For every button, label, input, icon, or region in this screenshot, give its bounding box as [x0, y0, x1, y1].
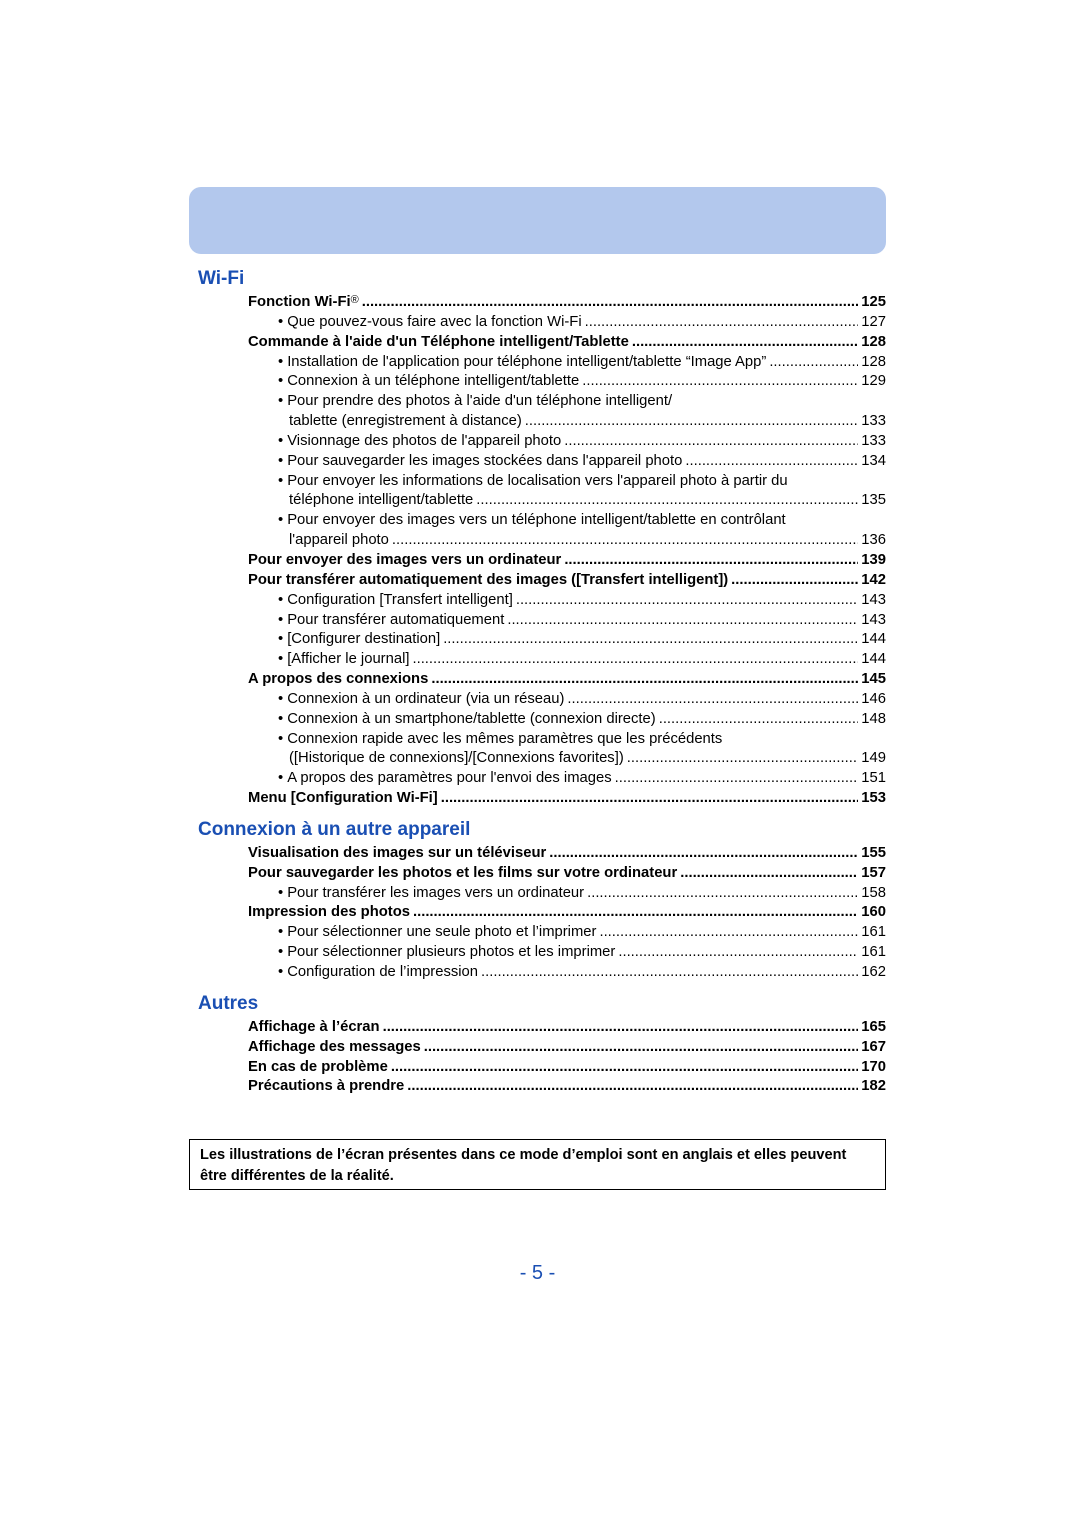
note-box: Les illustrations de l’écran présentes dans ce mode d’emploi sont en anglais et elles peuvent être différentes de la réalité. — [189, 1139, 886, 1190]
toc-page-number: 155 — [861, 844, 886, 861]
toc-entry[interactable] — [278, 769, 886, 789]
toc-entry-text: Connexion à un téléphone intelligent/tablette — [287, 373, 580, 390]
toc-entry[interactable] — [248, 1038, 886, 1058]
bullet-icon: • — [278, 472, 284, 489]
toc-entry[interactable] — [278, 730, 886, 750]
toc-entry[interactable] — [278, 472, 886, 492]
toc-entry-text: Menu [Configuration Wi-Fi] — [248, 790, 438, 807]
toc-entry-text: Affichage à l’écran — [248, 1018, 380, 1035]
toc-section — [198, 990, 886, 1097]
bullet-icon: • — [278, 690, 284, 707]
toc-page-number: 133 — [861, 432, 886, 449]
toc-page-number: 125 — [861, 294, 886, 310]
toc-entry-title — [248, 1058, 388, 1078]
toc-page-number: 128 — [861, 333, 886, 350]
section-title: Autres — [198, 992, 259, 1014]
dot-leader — [599, 923, 858, 943]
toc-page-number: 162 — [861, 964, 886, 980]
toc-entry[interactable] — [278, 591, 886, 611]
toc-entry-text: ([Historique de connexions]/[Connexions favorites]) — [289, 750, 624, 767]
dot-leader — [627, 749, 859, 769]
toc-entry[interactable] — [248, 1077, 886, 1097]
toc-page-number: 148 — [861, 710, 886, 727]
toc-page-number: 149 — [861, 750, 886, 767]
toc-entry-title — [289, 491, 473, 511]
toc-entry[interactable] — [278, 884, 886, 904]
page-number: - 5 - — [519, 1262, 556, 1284]
toc-page-number: 161 — [861, 924, 886, 941]
toc-entry-text: Connexion rapide avec les mêmes paramètres que les précédents — [287, 730, 723, 747]
toc-entry-text: [Configurer destination] — [287, 631, 441, 648]
bullet-icon: • — [278, 611, 284, 628]
toc-entry-text: En cas de problème — [248, 1058, 388, 1075]
toc-entry-title — [289, 749, 624, 769]
toc-entry-title — [278, 630, 440, 650]
toc-entry-title — [248, 903, 410, 923]
bullet-icon: • — [278, 651, 284, 668]
bullet-icon: • — [278, 730, 284, 747]
toc-page-number: 128 — [861, 353, 886, 370]
dot-leader — [564, 551, 858, 571]
toc-page-number: 158 — [861, 884, 886, 901]
bullet-icon: • — [278, 631, 284, 648]
toc-entry[interactable] — [278, 611, 886, 631]
toc-entry-title — [289, 531, 389, 551]
toc-page-number: 133 — [861, 413, 886, 430]
toc-page-number: 170 — [861, 1058, 886, 1075]
toc-entry-title — [278, 690, 564, 710]
toc-entry-text: téléphone intelligent/tablette — [289, 492, 474, 509]
toc-entry-text: Connexion à un smartphone/tablette (connexion directe) — [287, 710, 656, 727]
toc-entry-title — [278, 884, 584, 904]
toc-entry-text: l'appareil photo — [289, 532, 389, 549]
toc-entries — [198, 293, 886, 809]
toc-page-number: 151 — [861, 770, 886, 787]
bullet-icon: • — [278, 353, 284, 370]
dot-leader — [618, 943, 858, 963]
dot-leader — [567, 690, 858, 710]
toc-entry[interactable] — [248, 903, 886, 923]
dot-leader — [516, 591, 858, 611]
toc-entry-title — [248, 864, 677, 884]
toc-entry-text: Pour envoyer les informations de localisation vers l'appareil photo à partir du — [287, 472, 788, 489]
bullet-icon: • — [278, 770, 284, 787]
toc-page-number: 134 — [861, 452, 886, 469]
toc-entry-text: Pour prendre des photos à l'aide d'un téléphone intelligent/ — [287, 393, 673, 410]
toc-entry-text: Que pouvez-vous faire avec la fonction Wi-Fi — [287, 313, 582, 330]
toc-page-number: 182 — [861, 1078, 886, 1095]
toc-page-number: 153 — [861, 790, 886, 807]
toc-entry[interactable] — [248, 789, 886, 809]
toc-entry-title — [248, 551, 561, 571]
bullet-icon: • — [278, 393, 284, 410]
toc-entry[interactable] — [289, 412, 886, 432]
bullet-icon: • — [278, 924, 284, 941]
toc-entry[interactable] — [248, 293, 886, 313]
toc-entry-title — [278, 650, 409, 670]
toc-entry[interactable] — [278, 432, 886, 452]
bullet-icon: • — [278, 432, 284, 449]
toc-entry[interactable] — [278, 943, 886, 963]
toc-entry-title — [248, 333, 629, 353]
toc-entry-title — [278, 923, 596, 943]
dot-leader — [413, 903, 858, 923]
toc-entry[interactable] — [248, 551, 886, 571]
dot-leader — [481, 963, 858, 983]
dot-leader — [587, 884, 858, 904]
toc-entry-text: Commande à l'aide d'un Téléphone intelligent/Tablette — [248, 333, 629, 350]
toc-entry[interactable] — [278, 923, 886, 943]
toc-entry-title — [248, 844, 546, 864]
toc-entry-title — [248, 1038, 421, 1058]
toc-entry-text: Pour transférer automatiquement — [287, 611, 505, 628]
toc-entry-text: Pour transférer automatiquement des images ([Transfert intelligent]) — [248, 571, 729, 588]
toc-entry-text: Pour sauvegarder les photos et les films sur votre ordinateur — [248, 864, 678, 881]
toc-entry[interactable] — [278, 392, 886, 412]
dot-leader — [549, 844, 858, 864]
toc-entry-text: Précautions à prendre — [248, 1078, 405, 1095]
toc-entry-title — [278, 512, 786, 528]
toc-page-number: 135 — [861, 492, 886, 509]
toc-page-number: 144 — [861, 651, 886, 668]
dot-leader — [392, 531, 858, 551]
toc-entry-title — [278, 353, 766, 373]
toc-entry-title — [248, 789, 438, 809]
dot-leader — [424, 1038, 859, 1058]
toc-section — [198, 816, 886, 983]
toc-page-number: 146 — [861, 690, 886, 707]
toc-entry-text: Fonction Wi-Fi — [248, 294, 351, 310]
toc-entry[interactable] — [248, 333, 886, 353]
dot-leader — [507, 611, 858, 631]
toc-entry[interactable] — [278, 650, 886, 670]
toc-entry-title — [278, 943, 615, 963]
toc-page-number: 129 — [861, 373, 886, 390]
toc-entry-text: Pour envoyer des images vers un téléphone intelligent/tablette en contrôlant — [287, 512, 786, 529]
toc-entry-text: Pour sélectionner plusieurs photos et les imprimer — [287, 944, 616, 961]
toc-entry-title — [289, 412, 522, 432]
toc-entry-text: tablette (enregistrement à distance) — [289, 413, 522, 430]
toc-entry-text: A propos des connexions — [248, 671, 429, 688]
dot-leader — [585, 313, 859, 333]
toc-entry[interactable] — [278, 452, 886, 472]
toc-entry-text: Visualisation des images sur un téléviseur — [248, 844, 547, 861]
toc-section — [198, 265, 886, 809]
toc-entry-text: Impression des photos — [248, 904, 410, 921]
dot-leader — [659, 710, 859, 730]
dot-leader — [769, 353, 858, 373]
toc-entry-text: Pour sauvegarder les images stockées dans l'appareil photo — [287, 452, 683, 469]
dot-leader — [615, 769, 859, 789]
toc-entry-title — [278, 963, 478, 983]
dot-leader — [525, 412, 859, 432]
dot-leader — [582, 372, 858, 392]
bullet-icon: • — [278, 373, 284, 390]
toc-entry[interactable] — [278, 313, 886, 333]
bullet-icon: • — [278, 591, 284, 608]
toc-entry-title — [278, 452, 682, 472]
toc-entry[interactable] — [248, 670, 886, 690]
section-title: Connexion à un autre appareil — [198, 818, 471, 840]
toc-entry-title — [278, 611, 504, 631]
toc-entry[interactable] — [248, 1058, 886, 1078]
toc-page-number: 165 — [861, 1018, 886, 1035]
header-banner — [189, 187, 886, 254]
bullet-icon: • — [278, 710, 284, 727]
table-of-contents — [198, 260, 886, 1097]
bullet-icon: • — [278, 964, 284, 980]
toc-entry-title — [278, 473, 788, 489]
bullet-icon: • — [278, 884, 284, 901]
toc-entry[interactable] — [289, 749, 886, 769]
dot-leader — [632, 333, 858, 353]
toc-entry-title — [248, 1077, 404, 1097]
toc-entry[interactable] — [248, 844, 886, 864]
toc-entry-text: Pour transférer les images vers un ordinateur — [287, 884, 585, 901]
toc-entry-text: Affichage des messages — [248, 1038, 421, 1055]
bullet-icon: • — [278, 512, 284, 529]
toc-entry-title — [278, 372, 579, 392]
toc-entry[interactable] — [278, 511, 886, 531]
toc-entry-text: [Afficher le journal] — [287, 651, 410, 668]
toc-entry-title — [248, 571, 728, 591]
toc-entry[interactable] — [278, 690, 886, 710]
toc-entry-text: Configuration de l’impression — [287, 964, 479, 980]
dot-leader — [680, 864, 858, 884]
toc-entry[interactable] — [289, 531, 886, 551]
dot-leader — [476, 491, 858, 511]
bullet-icon: • — [278, 313, 284, 330]
toc-page-number: 157 — [861, 864, 886, 881]
toc-page-number: 143 — [861, 591, 886, 608]
toc-page-number: 139 — [861, 551, 886, 568]
dot-leader — [383, 1018, 859, 1038]
bullet-icon: • — [278, 944, 284, 961]
toc-entry-title — [278, 432, 561, 452]
toc-page-number: 127 — [861, 313, 886, 330]
toc-entry-text: Pour envoyer des images vers un ordinateur — [248, 551, 562, 568]
toc-entry-text: Pour sélectionner une seule photo et l’imprimer — [287, 924, 597, 941]
dot-leader — [412, 650, 858, 670]
dot-leader — [441, 789, 859, 809]
toc-entry[interactable] — [289, 491, 886, 511]
toc-entries — [198, 844, 886, 983]
toc-entry-text: Connexion à un ordinateur (via un réseau) — [287, 690, 565, 707]
section-title: Wi-Fi — [198, 268, 245, 289]
registered-mark: ® — [350, 294, 359, 306]
dot-leader — [391, 1058, 858, 1078]
toc-page-number: 136 — [861, 532, 886, 549]
toc-entry[interactable] — [248, 864, 886, 884]
toc-entry[interactable] — [248, 571, 886, 591]
toc-entry[interactable] — [278, 963, 886, 983]
dot-leader — [431, 670, 858, 690]
toc-page-number: 145 — [861, 671, 886, 688]
toc-entry[interactable] — [278, 710, 886, 730]
toc-entry[interactable] — [248, 1018, 886, 1038]
toc-entry-title — [278, 313, 582, 333]
toc-entry-title — [278, 591, 513, 611]
toc-entry[interactable] — [278, 372, 886, 392]
toc-entry[interactable] — [278, 353, 886, 373]
toc-entry-text: A propos des paramètres pour l'envoi des images — [287, 770, 612, 787]
toc-entry-text: Configuration [Transfert intelligent] — [287, 591, 513, 608]
toc-entry[interactable] — [278, 630, 886, 650]
toc-entry-text: Visionnage des photos de l'appareil photo — [287, 432, 562, 449]
toc-entry-title — [248, 1018, 380, 1038]
toc-page-number: 160 — [861, 904, 886, 921]
toc-entry-title — [278, 710, 656, 730]
toc-page-number: 161 — [861, 944, 886, 961]
toc-entry-title — [248, 670, 428, 690]
dot-leader — [443, 630, 858, 650]
toc-entries — [198, 1018, 886, 1097]
dot-leader — [731, 571, 858, 591]
toc-page-number: 143 — [861, 611, 886, 628]
bullet-icon: • — [278, 452, 284, 469]
toc-entry-title — [248, 293, 359, 313]
toc-entry-title — [278, 769, 612, 789]
dot-leader — [407, 1077, 858, 1097]
dot-leader — [362, 293, 859, 313]
toc-entry-title — [278, 393, 672, 409]
toc-entry-text: Installation de l'application pour téléphone intelligent/tablette “Image App” — [287, 353, 767, 370]
dot-leader — [564, 432, 858, 452]
toc-page-number: 144 — [861, 631, 886, 648]
dot-leader — [685, 452, 858, 472]
toc-page-number: 167 — [861, 1038, 886, 1055]
toc-page-number: 142 — [861, 571, 886, 588]
toc-entry-title — [278, 731, 722, 747]
